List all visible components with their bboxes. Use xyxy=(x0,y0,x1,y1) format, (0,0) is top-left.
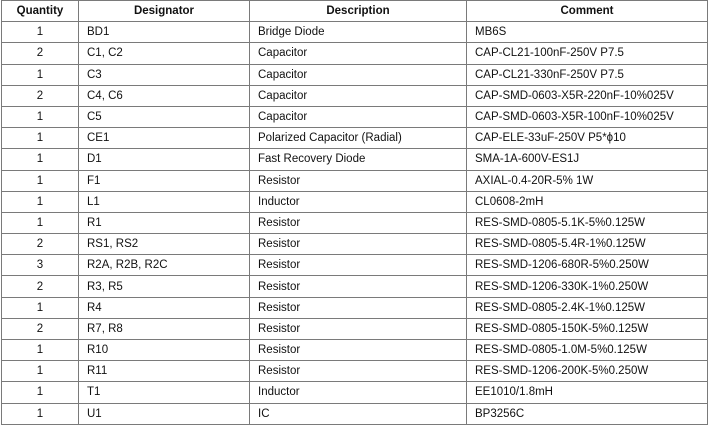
table-row xyxy=(2,170,708,191)
designator-cell: C5 xyxy=(79,106,250,127)
designator-cell: R7, R8 xyxy=(79,318,250,339)
designator-cell: F1 xyxy=(79,170,250,191)
quantity-cell: 2 xyxy=(2,276,79,297)
quantity-cell: 2 xyxy=(2,318,79,339)
quantity-cell: 1 xyxy=(2,22,79,43)
comment-cell: RES-SMD-1206-200K-5%0.250W xyxy=(467,361,708,382)
quantity-cell: 1 xyxy=(2,149,79,170)
quantity-cell: 2 xyxy=(2,85,79,106)
quantity-cell: 1 xyxy=(2,340,79,361)
table-row xyxy=(2,340,708,361)
quantity-cell: 1 xyxy=(2,297,79,318)
designator-cell: C4, C6 xyxy=(79,85,250,106)
description-cell: Resistor xyxy=(250,234,467,255)
comment-cell: RES-SMD-1206-680R-5%0.250W xyxy=(467,255,708,276)
header-row xyxy=(2,1,708,22)
table-row xyxy=(2,276,708,297)
comment-cell: SMA-1A-600V-ES1J xyxy=(467,149,708,170)
comment-cell: CAP-ELE-33uF-250V P5*ϕ10 xyxy=(467,128,708,149)
description-cell: Bridge Diode xyxy=(250,22,467,43)
comment-cell: CAP-SMD-0603-X5R-220nF-10%025V xyxy=(467,85,708,106)
quantity-cell: 1 xyxy=(2,128,79,149)
description-cell: Inductor xyxy=(250,191,467,212)
comment-cell: RES-SMD-0805-5.4R-1%0.125W xyxy=(467,234,708,255)
quantity-cell: 1 xyxy=(2,170,79,191)
designator-cell: R4 xyxy=(79,297,250,318)
comment-cell: RES-SMD-0805-2.4K-1%0.125W xyxy=(467,297,708,318)
table-row xyxy=(2,382,708,403)
description-cell: Capacitor xyxy=(250,85,467,106)
table-row xyxy=(2,318,708,339)
comment-cell: CAP-CL21-330nF-250V P7.5 xyxy=(467,64,708,85)
description-cell: Capacitor xyxy=(250,43,467,64)
comment-cell: CAP-SMD-0603-X5R-100nF-10%025V xyxy=(467,106,708,127)
quantity-cell: 3 xyxy=(2,255,79,276)
table-row xyxy=(2,297,708,318)
description-cell: Resistor xyxy=(250,340,467,361)
designator-cell: RS1, RS2 xyxy=(79,234,250,255)
table-row xyxy=(2,361,708,382)
description-cell: Resistor xyxy=(250,318,467,339)
comment-cell: CL0608-2mH xyxy=(467,191,708,212)
comment-cell: CAP-CL21-100nF-250V P7.5 xyxy=(467,43,708,64)
comment-cell: RES-SMD-0805-150K-5%0.125W xyxy=(467,318,708,339)
table-row xyxy=(2,149,708,170)
quantity-cell: 1 xyxy=(2,64,79,85)
quantity-cell: 1 xyxy=(2,191,79,212)
description-cell: Polarized Capacitor (Radial) xyxy=(250,128,467,149)
quantity-cell: 2 xyxy=(2,43,79,64)
table-row xyxy=(2,85,708,106)
bom-table-header xyxy=(2,1,708,22)
table-row xyxy=(2,43,708,64)
designator-cell: C3 xyxy=(79,64,250,85)
comment-cell: AXIAL-0.4-20R-5% 1W xyxy=(467,170,708,191)
comment-cell: MB6S xyxy=(467,22,708,43)
designator-cell: T1 xyxy=(79,382,250,403)
designator-cell: R10 xyxy=(79,340,250,361)
designator-cell: L1 xyxy=(79,191,250,212)
quantity-cell: 2 xyxy=(2,234,79,255)
table-row xyxy=(2,212,708,233)
quantity-cell: 1 xyxy=(2,403,79,424)
table-row xyxy=(2,106,708,127)
comment-cell: EE1010/1.8mH xyxy=(467,382,708,403)
description-cell: Resistor xyxy=(250,361,467,382)
description-cell: IC xyxy=(250,403,467,424)
description-cell: Resistor xyxy=(250,255,467,276)
comment-cell: RES-SMD-0805-1.0M-5%0.125W xyxy=(467,340,708,361)
designator-cell: D1 xyxy=(79,149,250,170)
table-row xyxy=(2,403,708,424)
designator-cell: C1, C2 xyxy=(79,43,250,64)
header-comment: Comment xyxy=(467,1,708,22)
quantity-cell: 1 xyxy=(2,361,79,382)
table-row xyxy=(2,22,708,43)
comment-cell: BP3256C xyxy=(467,403,708,424)
comment-cell: RES-SMD-1206-330K-1%0.250W xyxy=(467,276,708,297)
designator-cell: U1 xyxy=(79,403,250,424)
designator-cell: BD1 xyxy=(79,22,250,43)
description-cell: Resistor xyxy=(250,170,467,191)
description-cell: Resistor xyxy=(250,212,467,233)
table-row xyxy=(2,255,708,276)
description-cell: Capacitor xyxy=(250,64,467,85)
quantity-cell: 1 xyxy=(2,382,79,403)
quantity-cell: 1 xyxy=(2,212,79,233)
quantity-cell: 1 xyxy=(2,106,79,127)
table-row xyxy=(2,128,708,149)
designator-cell: R3, R5 xyxy=(79,276,250,297)
bom-table xyxy=(1,0,708,425)
designator-cell: R11 xyxy=(79,361,250,382)
table-row xyxy=(2,64,708,85)
description-cell: Capacitor xyxy=(250,106,467,127)
designator-cell: R1 xyxy=(79,212,250,233)
description-cell: Inductor xyxy=(250,382,467,403)
header-designator: Designator xyxy=(79,1,250,22)
description-cell: Resistor xyxy=(250,276,467,297)
table-row xyxy=(2,234,708,255)
designator-cell: CE1 xyxy=(79,128,250,149)
header-description: Description xyxy=(250,1,467,22)
table-row xyxy=(2,191,708,212)
comment-cell: RES-SMD-0805-5.1K-5%0.125W xyxy=(467,212,708,233)
bom-table-body xyxy=(2,22,708,425)
header-quantity: Quantity xyxy=(2,1,79,22)
description-cell: Fast Recovery Diode xyxy=(250,149,467,170)
designator-cell: R2A, R2B, R2C xyxy=(79,255,250,276)
description-cell: Resistor xyxy=(250,297,467,318)
